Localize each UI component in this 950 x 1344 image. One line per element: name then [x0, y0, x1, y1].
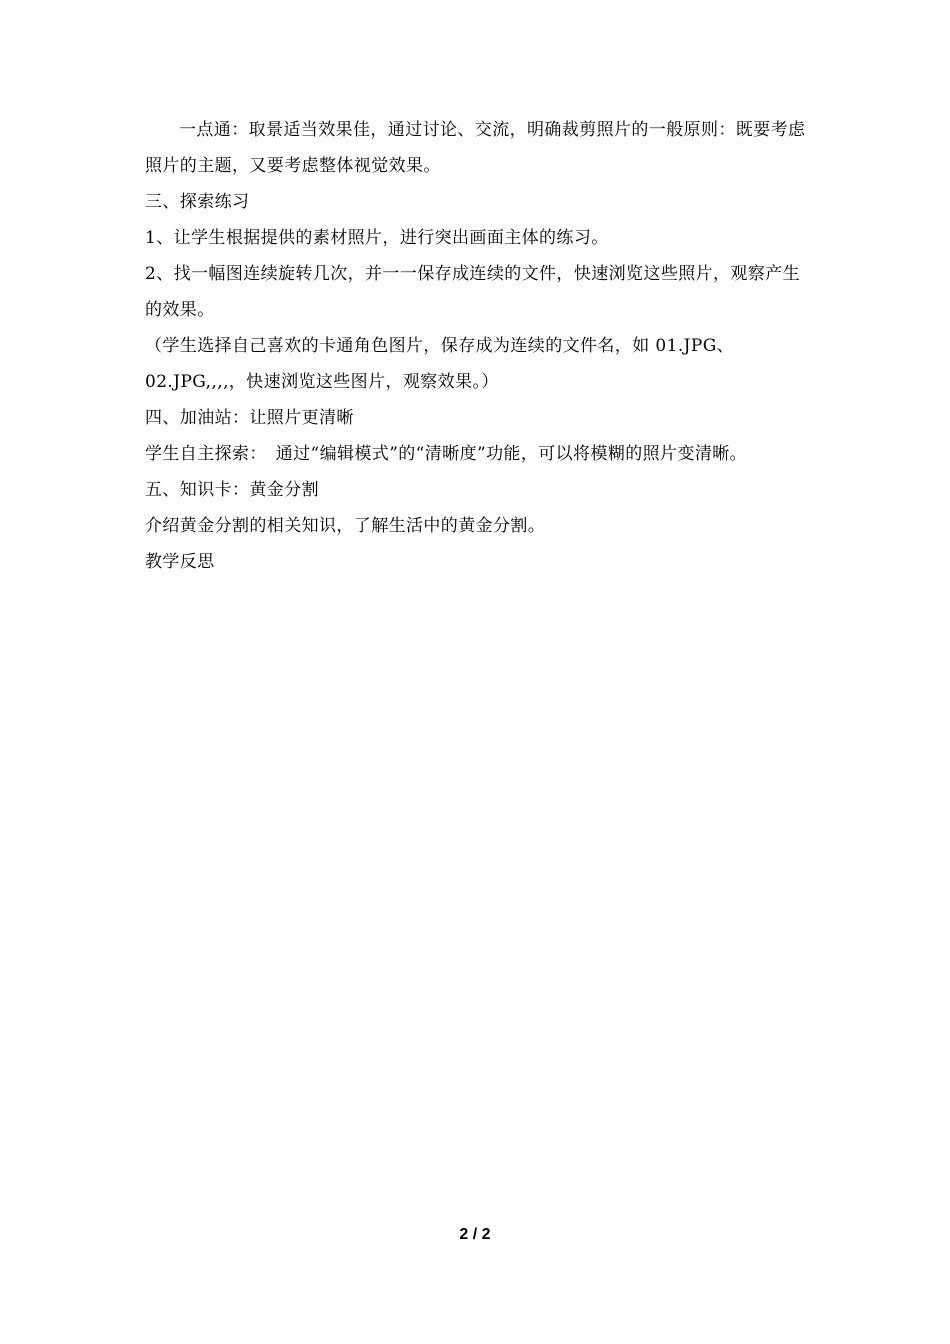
paragraph-exercise-2: 2、找一幅图连续旋转几次，并一一保存成连续的文件，快速浏览这些照片，观察产生的效果。	[145, 264, 801, 320]
heading-gas-station: 四、加油站：让照片更清晰	[145, 408, 354, 428]
heading-knowledge-card: 五、知识卡：黄金分割	[145, 480, 319, 500]
page-number: 2 / 2	[459, 1226, 491, 1243]
heading-explore-practice: 三、探索练习	[145, 192, 250, 212]
paragraph-exercise-1: 1、让学生根据提供的素材照片，进行突出画面主体的练习。	[145, 228, 609, 248]
paragraph-exercise-note: （学生选择自己喜欢的卡通角色图片，保存成为连续的文件名，如 01.JPG、02.JPG,,,,，快速浏览这些图片，观察效果。）	[145, 336, 735, 392]
paragraph-self-explore: 学生自主探索： 通过“编辑模式”的“清晰度”功能，可以将模糊的照片变清晰。	[145, 444, 748, 464]
document-body	[145, 112, 810, 580]
paragraph-tip: 一点通：取景适当效果佳，通过讨论、交流，明确裁剪照片的一般原则：既要考虑照片的主题，又要考虑整体视觉效果。	[145, 120, 806, 176]
paragraph-golden-ratio: 介绍黄金分割的相关知识，了解生活中的黄金分割。	[145, 516, 546, 536]
heading-teaching-reflection: 教学反思	[145, 552, 215, 572]
